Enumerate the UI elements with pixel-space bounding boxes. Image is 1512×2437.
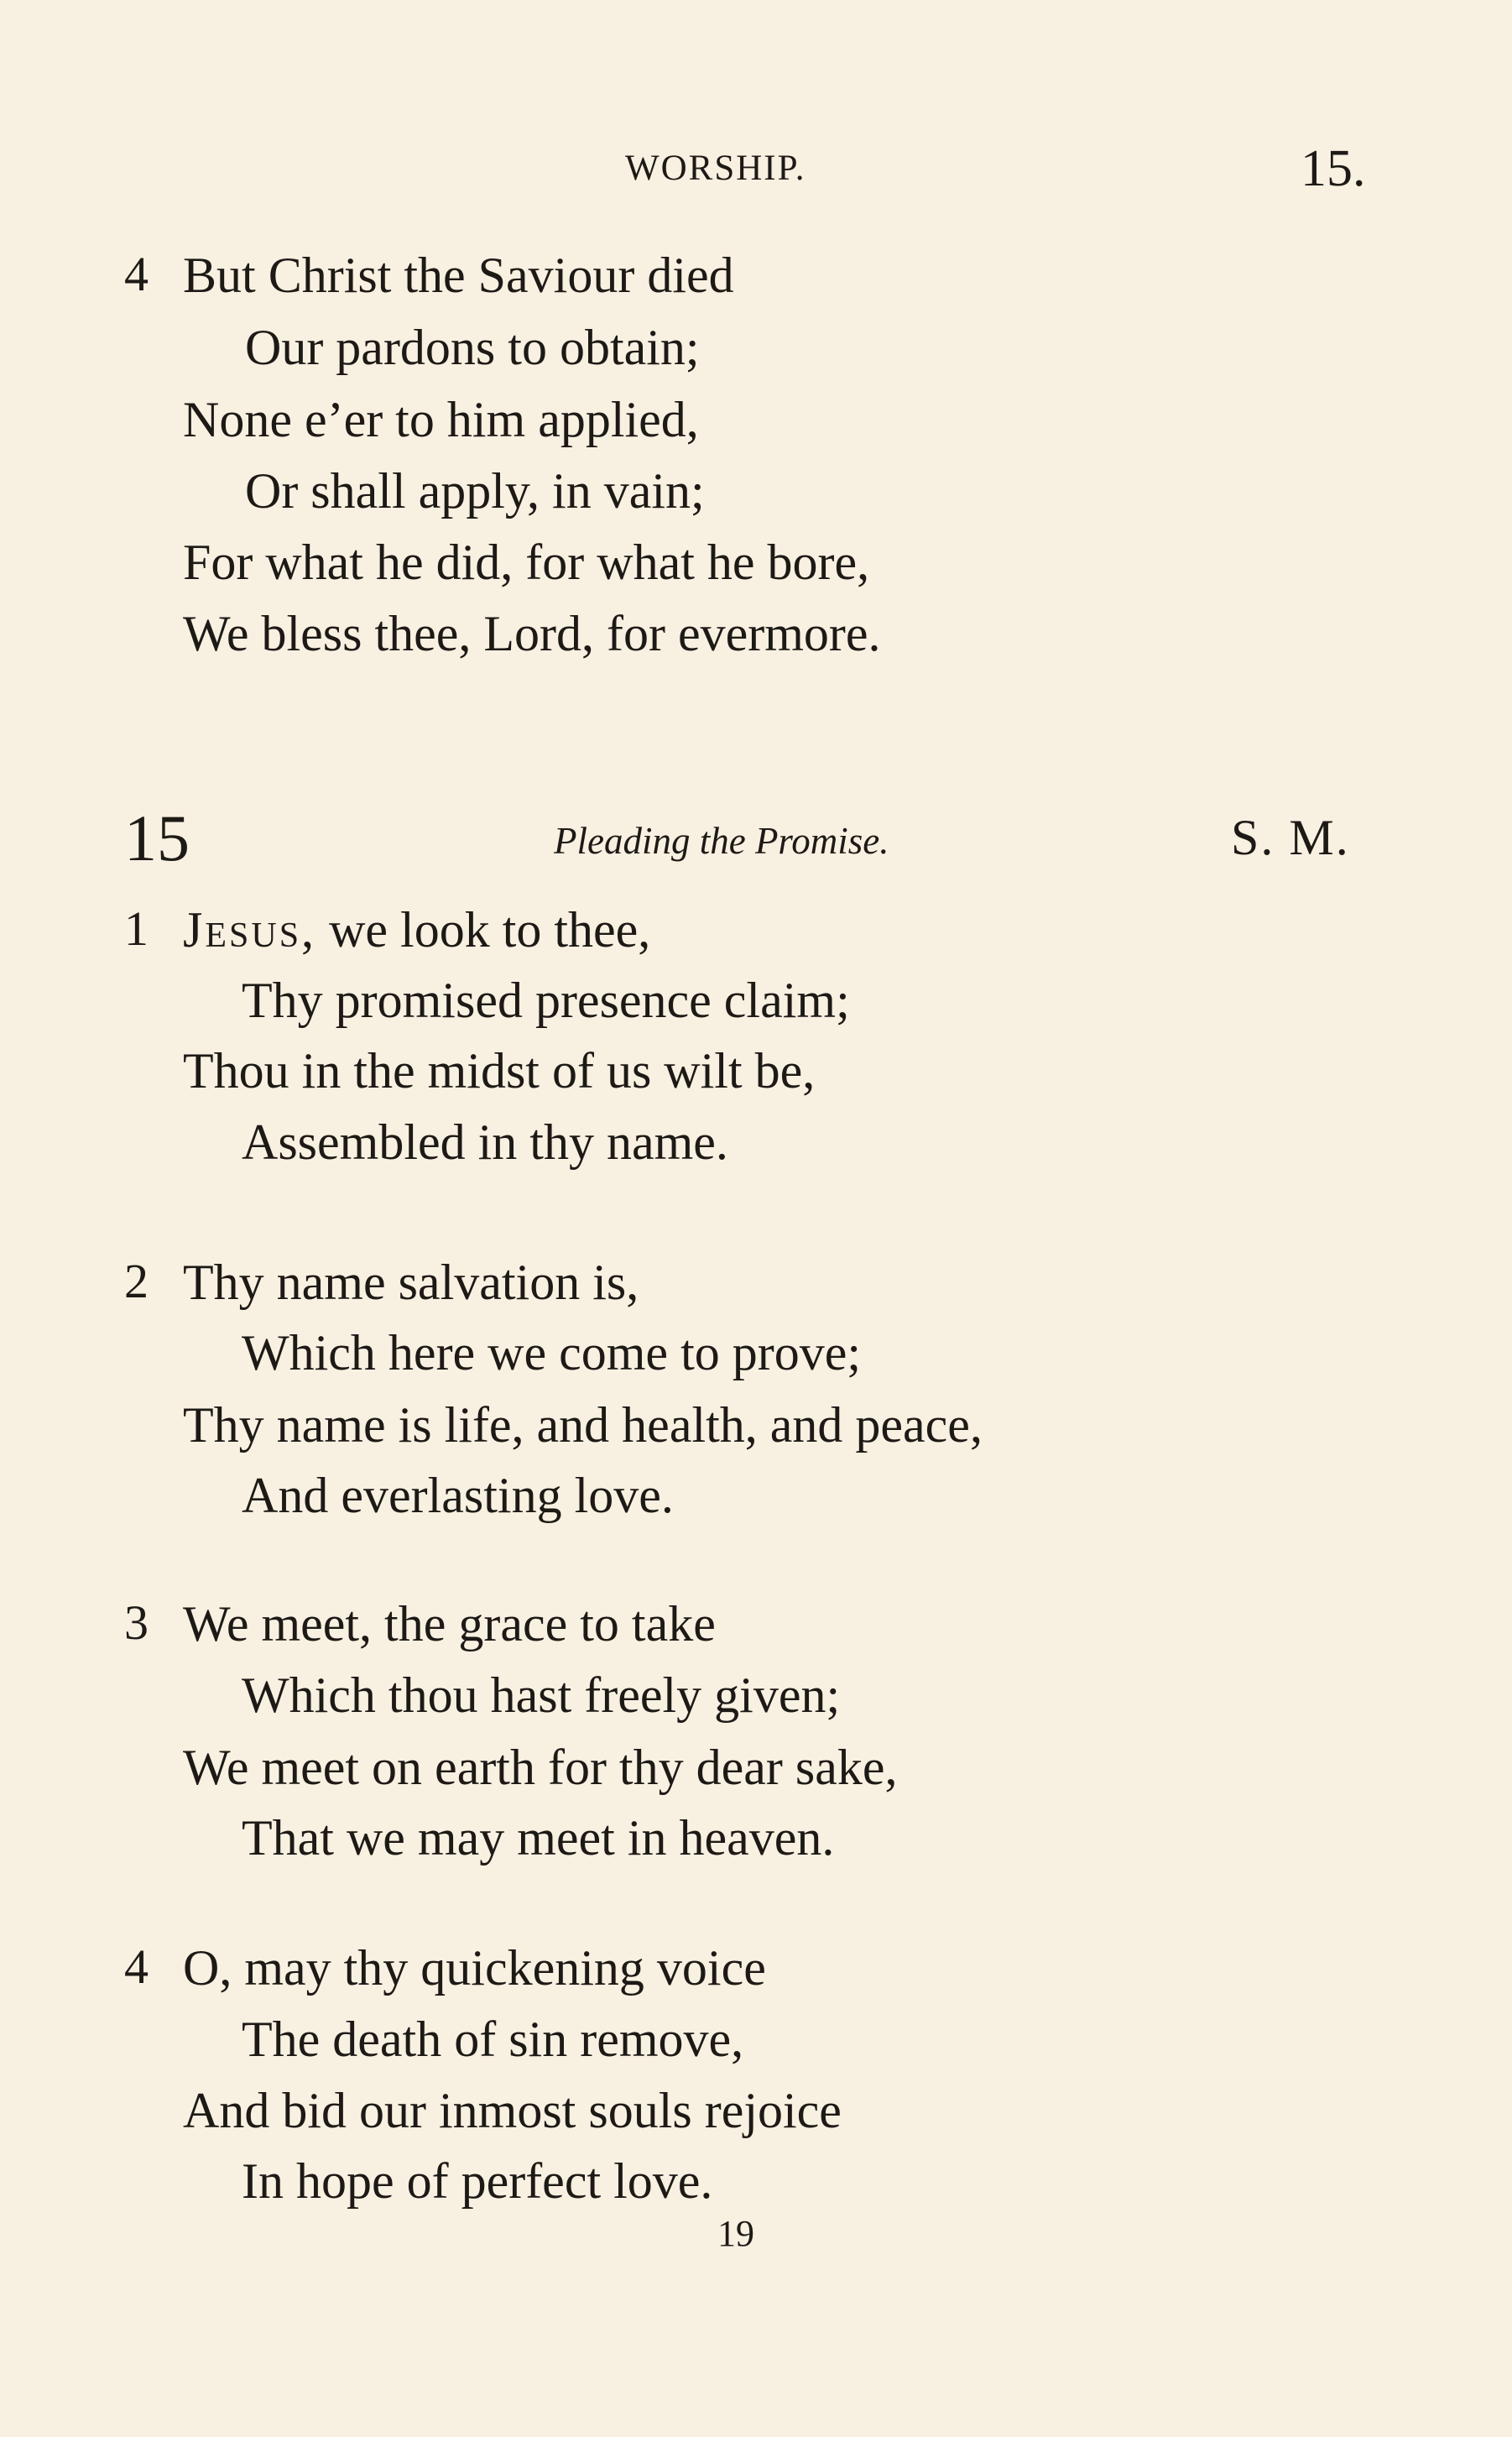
verse-line: We meet, the grace to take (183, 1596, 716, 1652)
hymn-meter: S. M. (1231, 810, 1350, 865)
verse-number: 2 (124, 1254, 149, 1308)
verse-line (183, 902, 651, 958)
verse-number: 4 (124, 1939, 149, 1994)
verse-line: Thy name is life, and health, and peace, (183, 1397, 983, 1453)
verse-line: And bid our inmost souls rejoice (183, 2083, 842, 2138)
verse-line: Which thou hast freely given; (242, 1667, 841, 1723)
verse-line: That we may meet in heaven. (242, 1810, 835, 1866)
verse-line: In hope of perfect love. (242, 2153, 713, 2209)
page-number: 15. (1301, 140, 1366, 197)
verse-line: For what he did, for what he bore, (183, 535, 870, 590)
verse-line: Thy promised presence claim; (242, 973, 850, 1028)
verse-number: 3 (124, 1595, 149, 1650)
verse-line: Thou in the midst of us wilt be, (183, 1043, 816, 1098)
verse-line: We meet on earth for thy dear sake, (183, 1740, 898, 1795)
verse-line: None e’er to him applied, (183, 392, 699, 447)
verse-line: Thy name salvation is, (183, 1255, 639, 1310)
verse-line: Or shall apply, in vain; (245, 463, 705, 519)
signature-mark: 19 (717, 2213, 754, 2254)
first-line-rest: we look to thee, (316, 902, 651, 958)
verse-line: O, may thy quickening voice (183, 1940, 766, 1996)
verse-line: We bless thee, Lord, for evermore. (183, 606, 881, 661)
verse-line: And everlasting love. (242, 1468, 674, 1523)
first-word: Jesus, (183, 902, 317, 958)
verse-line: The death of sin remove, (242, 2012, 744, 2067)
running-title: WORSHIP. (625, 149, 806, 188)
verse-number: 4 (124, 247, 149, 301)
hymn-number: 15 (124, 801, 190, 874)
verse-number: 1 (124, 901, 149, 956)
hymn-title: Pleading the Promise. (554, 820, 889, 862)
verse-line: Assembled in thy name. (242, 1114, 728, 1170)
verse-line: But Christ the Saviour died (183, 248, 734, 303)
verse-line: Our pardons to obtain; (245, 320, 700, 375)
verse-line: Which here we come to prove; (242, 1325, 862, 1380)
